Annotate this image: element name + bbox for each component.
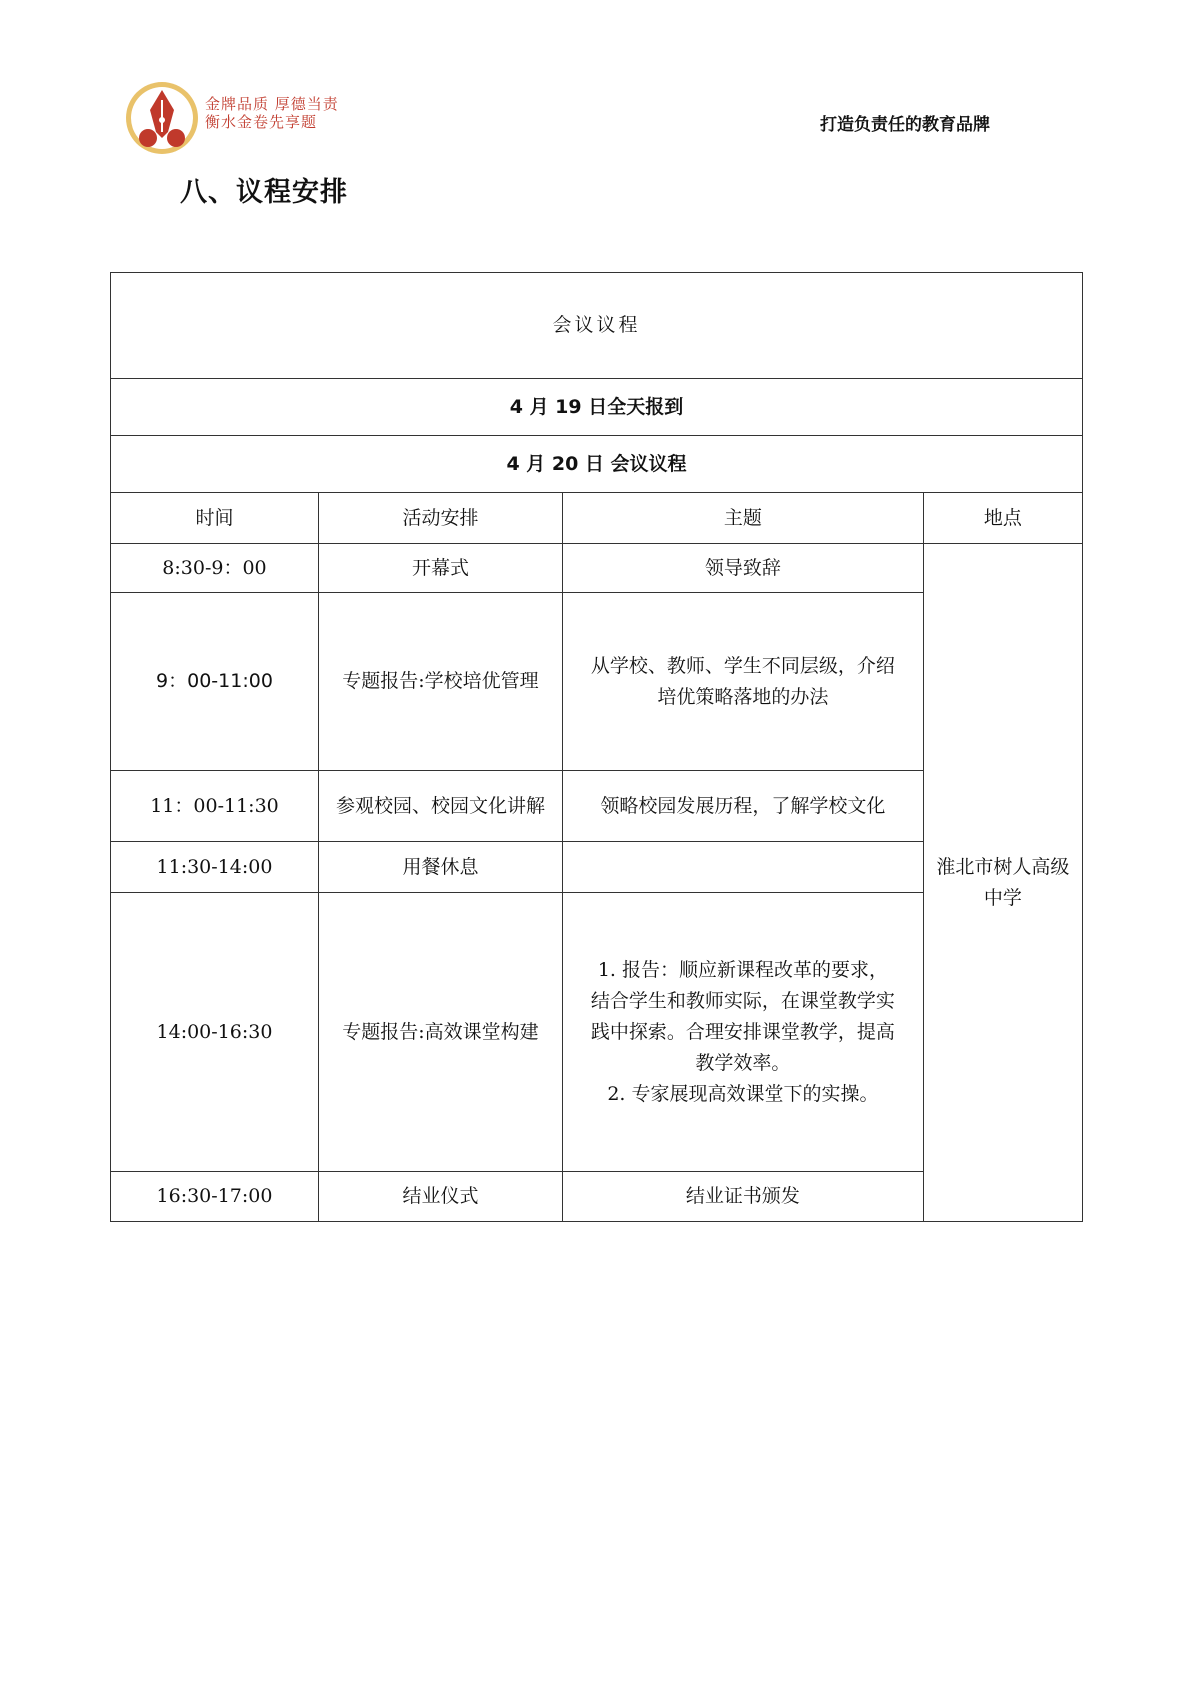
row-activity: 参观校园、校园文化讲解: [318, 771, 562, 842]
topic-line: 领导致辞: [704, 556, 781, 579]
column-header-location: 地点: [923, 493, 1082, 544]
day2-label: 4 月 20 日 会议议程: [111, 436, 1083, 493]
row-time: 8:30-9：00: [111, 544, 319, 593]
topic-line: 培优策略落地的办法: [657, 685, 829, 708]
row-topic: [563, 771, 924, 842]
topic-line: 2. 专家展现高效课堂下的实操。: [607, 1082, 879, 1105]
row-topic: [563, 1172, 924, 1222]
topic-line: 从学校、教师、学生不同层级，介绍: [590, 654, 895, 677]
row-activity: 用餐休息: [318, 842, 562, 893]
column-header-activity: 活动安排: [318, 493, 562, 544]
topic-line: 结业证书颁发: [685, 1185, 800, 1207]
row-activity: 结业仪式: [318, 1172, 562, 1222]
location-cell: 淮北市树人高级中学: [923, 544, 1082, 1222]
column-header-topic: 主题: [563, 493, 924, 544]
brand-slogan: [205, 95, 339, 131]
column-header-time: 时间: [111, 493, 319, 544]
row-topic: [563, 593, 924, 771]
row-topic: [563, 893, 924, 1172]
row-topic: [563, 842, 924, 893]
row-time: 11：00-11:30: [111, 771, 319, 842]
table-row: [111, 544, 1083, 593]
row-topic: [563, 544, 924, 593]
topic-line: 结合学生和教师实际，在课堂教学实: [590, 989, 895, 1012]
row-activity: 专题报告:高效课堂构建: [318, 893, 562, 1172]
row-activity: 开幕式: [318, 544, 562, 593]
row-time: 16:30-17:00: [111, 1172, 319, 1222]
section-title: 八、议程安排: [180, 177, 348, 208]
topic-line: 领略校园发展历程，了解学校文化: [600, 794, 886, 817]
topic-line: 践中探索。合理安排课堂教学，提高: [590, 1020, 895, 1043]
topic-line: 1. 报告：顺应新课程改革的要求，: [597, 958, 888, 981]
day1-label: 4 月 19 日全天报到: [111, 379, 1083, 436]
agenda-title: 会议议程: [111, 273, 1083, 379]
agenda-table: [110, 272, 1083, 1222]
row-activity: 专题报告:学校培优管理: [318, 593, 562, 771]
row-time: 9：00-11:00: [111, 593, 319, 771]
header-tagline: 打造负责任的教育品牌: [820, 115, 990, 135]
row-time: 11:30-14:00: [111, 842, 319, 893]
slogan-line-1: 金牌品质 厚德当责: [205, 95, 339, 113]
slogan-line-2: 衡水金卷先享题: [205, 113, 318, 131]
page-header: [0, 0, 1190, 160]
topic-line: 教学效率。: [695, 1051, 791, 1074]
brand-logo-icon: [124, 80, 200, 156]
row-time: 14:00-16:30: [111, 893, 319, 1172]
